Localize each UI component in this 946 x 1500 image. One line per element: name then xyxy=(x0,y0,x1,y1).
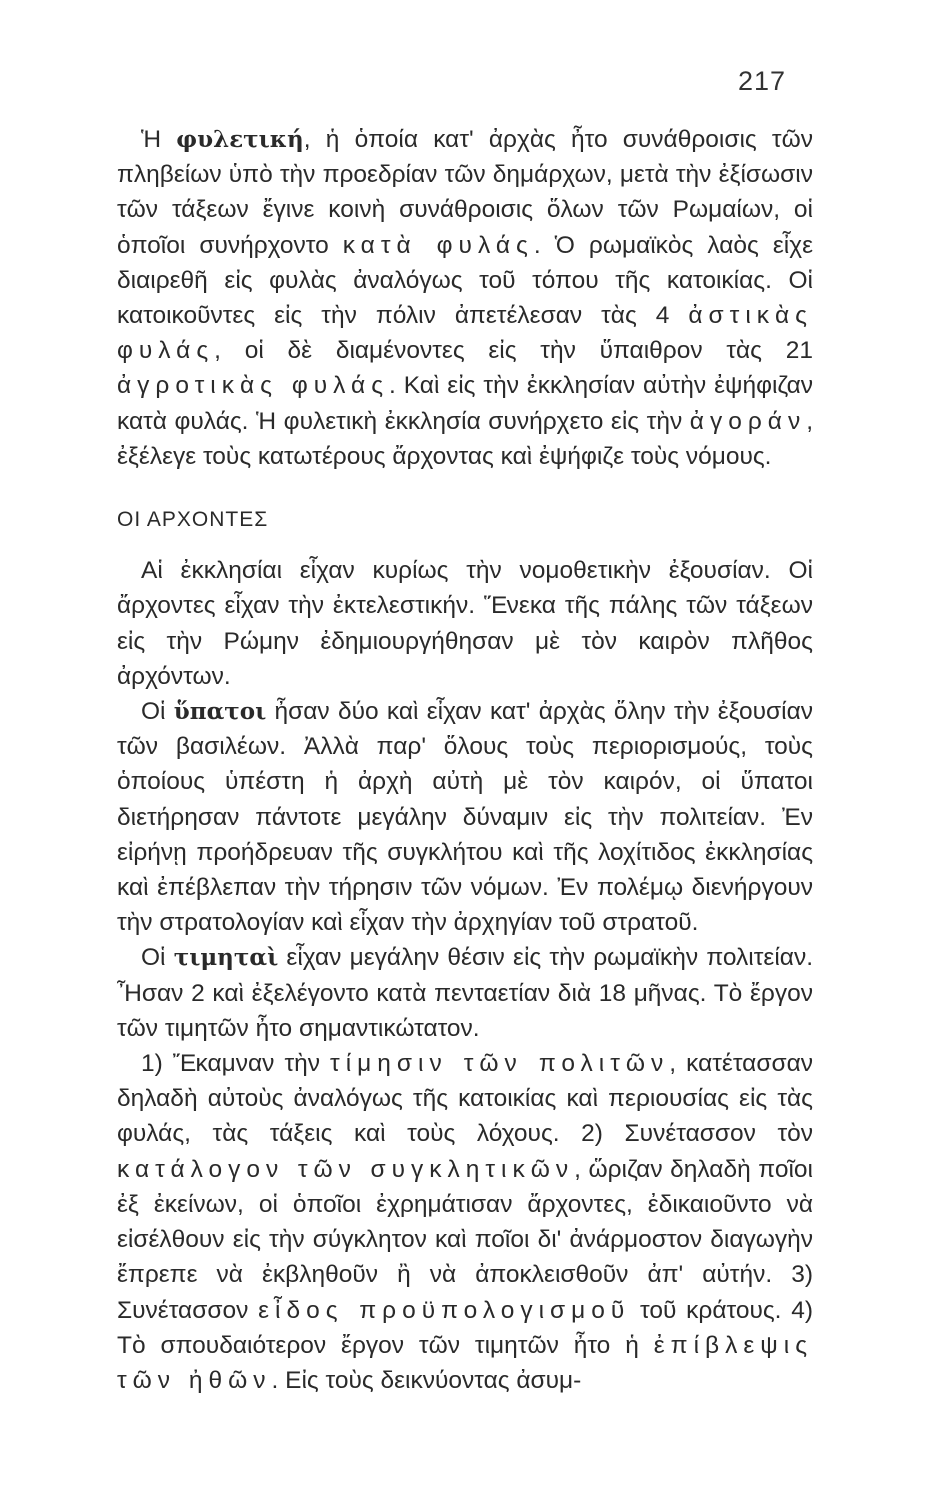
text-run: Ἡ xyxy=(141,126,177,153)
spaced-term-agrotikas-phylas: ἀγροτικὰς φυλάς xyxy=(117,372,390,400)
body-text xyxy=(117,122,813,1398)
text-run: , κατέτασσαν δηλαδὴ αὐτοὺς ἀναλόγως τῆς κατοικίας καὶ περιουσίας εἰς τὰς φυλάς, τὰς τάξεις καὶ τοὺς λόχους. 2) Συνέτασσον τὸν xyxy=(117,1050,813,1148)
page-number: 217 xyxy=(737,66,786,96)
text-run: Οἱ xyxy=(141,698,174,726)
spaced-term-proypologismou: εἶδος προϋπολογισμοῦ xyxy=(258,1296,631,1324)
text-run: , ἡ ὁποία κατ' ἀρχὰς ἦτο συνάθροισις τῶν πληβείων ὑπὸ τὴν προεδρίαν τῶν δημάρχων, μετὰ τὴν ἐξίσωσιν τῶν τάξεων ἔγινε κοινὴ συνάθροισις ὅλων τῶν Ρωμαίων, οἱ ὁποῖοι συνήρχοντο xyxy=(117,126,813,259)
paragraph-censor-duties xyxy=(117,1046,813,1398)
text-run: , οἱ δὲ διαμένοντες εἰς τὴν ὕπαιθρον τὰς 21 xyxy=(214,337,813,365)
paragraph-phyletic-assembly xyxy=(117,122,813,474)
text-run: . Ὁ ρωμαϊκὸς λαὸς εἶχε διαιρεθῆ εἰς φυλὰς ἀναλόγως τοῦ τόπου τῆς κατοικίας. Οἱ κατοικοῦντες εἰς τὴν πόλιν ἀπετέλεσαν τὰς 4 xyxy=(117,231,813,330)
text-run: , ἐξέλεγε τοὺς κατωτέρους ἄρχοντας καὶ ἐψήφιζε τοὺς νόμους. xyxy=(117,407,813,470)
spaced-term-astikas-phylas: ἀστικὰς φυλάς xyxy=(117,302,813,365)
paragraph-censors xyxy=(117,940,813,1046)
section-heading: ΟΙ ΑΡΧΟΝΤΕΣ xyxy=(117,508,269,532)
text-run: . Εἰς τοὺς δεικνύοντας ἀσυμ- xyxy=(271,1366,582,1394)
bold-term-hypatoi: ὕπατοι xyxy=(173,698,267,726)
spaced-term-agoran: ἀγοράν xyxy=(689,407,807,435)
text-run: εἶχαν μεγάλην θέσιν εἰς τὴν ρωμαϊκὴν πολιτείαν. Ἦσαν 2 καὶ ἐξελέγοντο κατὰ πενταετίαν διὰ 18 μῆνας. Τὸ ἔργον τῶν τιμητῶν ἦτο σημαντικώτατον. xyxy=(117,944,813,1042)
text-run: Οἱ xyxy=(141,944,174,972)
text-run: , ὥριζαν δηλαδὴ ποῖοι ἐξ ἐκείνων, οἱ ὁποῖοι ἐχρημάτισαν ἄρχοντες, ἐδικαιοῦντο νὰ εἰσέλθουν εἰς τὴν σύγκλητον καὶ ποῖοι δι' ἀνάρμοστον διαγωγὴν ἔπρεπε νὰ ἐκβληθοῦν ἢ νὰ ἀποκλεισθοῦν ἀπ' αὐτήν. 3) Συνέτασσον xyxy=(117,1155,814,1324)
spaced-term-katalogon: κατάλογον τῶν συγκλητικῶν xyxy=(117,1155,575,1183)
bold-term-phyletike: φυλετική xyxy=(176,126,304,153)
paragraph-assemblies-archons: Αἱ ἐκκλησίαι εἶχαν κυρίως τὴν νομοθετικὴν ἐξουσίαν. Οἱ ἄρχοντες εἶχαν τὴν ἐκτελεστικήν. Ἕνεκα τῆς πάλης τῶν τάξεων εἰς τὴν Ρώμην ἐδημιουργήθησαν μὲ τὸν καιρὸν πλῆθος ἀρχόντων. xyxy=(117,557,813,690)
spaced-term-epiblepsis: ἐπίβλεψις τῶν ἠθῶν xyxy=(117,1331,813,1394)
spaced-term-kata-phylas: κατὰ φυλάς xyxy=(342,231,534,259)
text-run: . Καὶ εἰς τὴν ἐκκλησίαν αὐτὴν ἐψήφιζαν κατὰ φυλάς. Ἡ φυλετικὴ ἐκκλησία συνήρχετο εἰς τὴν xyxy=(117,372,813,435)
spaced-term-timesin: τίμησιν τῶν πολιτῶν xyxy=(330,1050,670,1078)
bold-term-timetai: τιμηταὶ xyxy=(173,944,279,972)
text-run: τοῦ κράτους. 4) Τὸ σπουδαιότερον ἔργον τῶν τιμητῶν ἦτο ἡ xyxy=(117,1296,813,1359)
paragraph-consuls xyxy=(117,694,813,940)
text-run: ἦσαν δύο καὶ εἶχαν κατ' ἀρχὰς ὅλην τὴν ἐξουσίαν τῶν βασιλέων. Ἀλλὰ παρ' ὅλους τοὺς περιορισμούς, τοὺς ὁποίους ὑπέστη ἡ ἀρχὴ αὐτὴ μὲ τὸν καιρόν, οἱ ὕπατοι διετήρησαν πάντοτε μεγάλην δύναμιν εἰς τὴν πολιτείαν. Ἐν εἰρήνῃ προήδρευαν τῆς συγκλήτου καὶ τῆς λοχίτιδος ἐκκλησίας καὶ ἐπέβλεπαν τὴν τήρησιν τῶν νόμων. Ἐν πολέμῳ διενήργουν τὴν στρατολογίαν καὶ εἶχαν τὴν ἀρχηγίαν τοῦ στρατοῦ. xyxy=(117,698,813,937)
text-run: 1) Ἔκαμναν τὴν xyxy=(141,1050,331,1078)
